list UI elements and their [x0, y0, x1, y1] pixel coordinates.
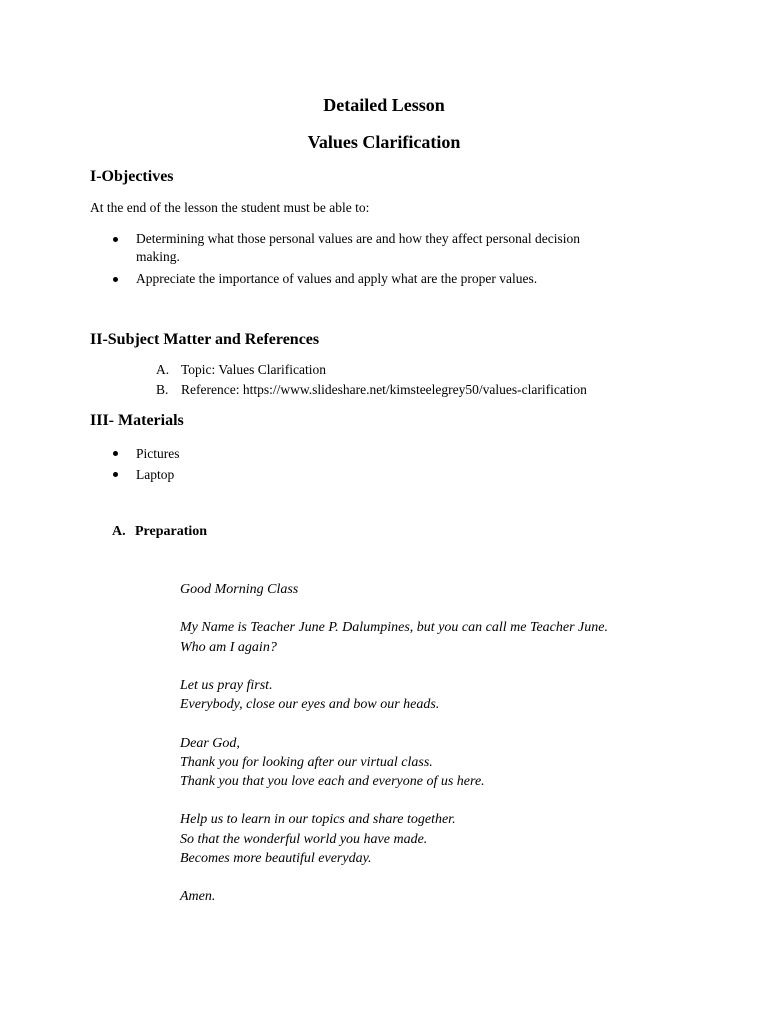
- script-blank-line: [180, 657, 700, 676]
- script-blank-line: [180, 599, 700, 618]
- list-item: [156, 380, 587, 400]
- topic-text: Topic: Values Clarification: [181, 362, 327, 377]
- list-item-text: Pictures: [136, 446, 180, 461]
- subject-matter-list: [156, 360, 587, 400]
- list-marker: B.: [156, 382, 169, 397]
- preparation-script: [180, 580, 700, 906]
- script-line: Thank you that you love each and everyone of us here.: [180, 774, 485, 790]
- list-item: [90, 270, 650, 288]
- script-line: So that the wonderful world you have made.: [180, 831, 428, 847]
- script-line: Everybody, close our eyes and bow our heads.: [180, 697, 440, 713]
- bullet-icon: [113, 451, 118, 456]
- subject-matter-heading: II-Subject Matter and References: [90, 331, 320, 348]
- script-line: Let us pray first.: [180, 678, 273, 694]
- script-line: Thank you for looking after our virtual class.: [180, 754, 433, 770]
- script-line: Becomes more beautiful everyday.: [180, 850, 372, 866]
- bullet-icon: [113, 472, 118, 477]
- bullet-icon: [113, 277, 118, 282]
- preparation-heading-text: Preparation: [135, 524, 208, 539]
- list-item: [156, 360, 587, 380]
- script-line: Amen.: [180, 889, 216, 905]
- list-item: [90, 443, 650, 464]
- script-line: Dear God,: [180, 735, 240, 751]
- list-item-text: Determining what those personal values are and how they affect personal decision: [136, 231, 580, 246]
- materials-heading: III- Materials: [90, 412, 184, 429]
- document-title: Detailed Lesson: [323, 95, 445, 115]
- reference-text: Reference: https://www.slideshare.net/kimsteelegrey50/values-clarification: [181, 382, 587, 397]
- script-blank-line: [180, 714, 700, 733]
- list-item-text: Laptop: [136, 467, 175, 482]
- list-item-text: Appreciate the importance of values and apply what are the proper values.: [136, 271, 538, 286]
- script-blank-line: [180, 791, 700, 810]
- objectives-intro: At the end of the lesson the student must be able to:: [90, 200, 370, 215]
- list-marker: A.: [112, 524, 126, 539]
- materials-list: [90, 443, 650, 485]
- list-item: [90, 464, 650, 485]
- script-line: Who am I again?: [180, 639, 277, 655]
- list-marker: A.: [156, 362, 170, 377]
- bullet-icon: [113, 237, 118, 242]
- script-line: Help us to learn in our topics and share together.: [180, 812, 456, 828]
- objectives-list: [90, 230, 650, 288]
- script-line: My Name is Teacher June P. Dalumpines, but you can call me Teacher June.: [180, 620, 608, 636]
- document-subtitle: Values Clarification: [307, 132, 461, 152]
- script-blank-line: [180, 868, 700, 887]
- list-item-text-continued: making.: [136, 249, 180, 264]
- preparation-heading: [112, 523, 207, 541]
- script-line: Good Morning Class: [180, 582, 299, 597]
- objectives-heading: I-Objectives: [90, 168, 174, 185]
- list-item: [90, 230, 650, 266]
